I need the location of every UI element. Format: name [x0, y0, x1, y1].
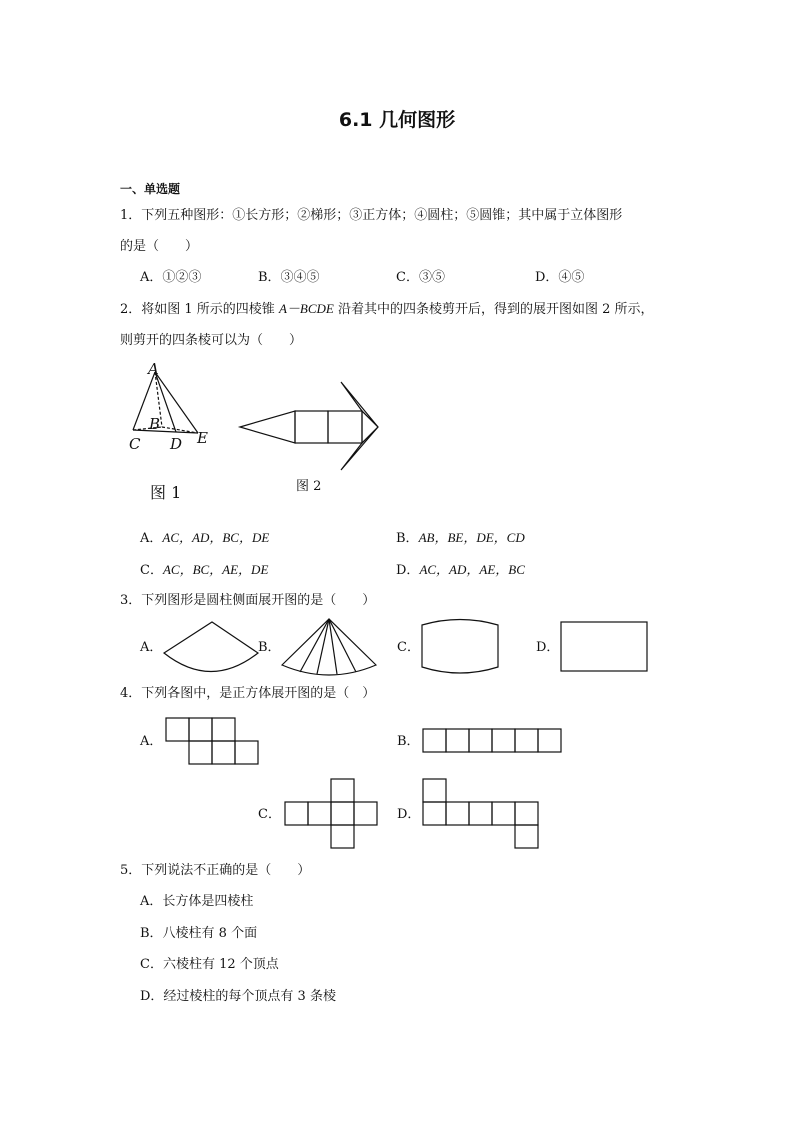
net-cell — [354, 802, 377, 825]
q2-stem-post: 沿着其中的四条棱剪开后，得到的展开图如图 2 所示， — [333, 302, 654, 317]
q4-option-a-net — [165, 717, 261, 767]
q3-option-b-letter: B． — [258, 640, 281, 655]
q4-option-c-letter: C． — [258, 807, 281, 822]
net-cell — [492, 802, 515, 825]
q5-option-a: A．长方体是四棱柱 — [140, 894, 254, 909]
net-right-triangle — [362, 411, 378, 443]
q2-figure2-net — [238, 380, 388, 475]
q1-stem-line1: 1．下列五种图形：①长方形；②梯形；③正方体；④圆柱；⑤圆锥；其中属于立体图形 — [120, 208, 623, 223]
q2-option-d-letter: D． — [396, 563, 420, 578]
q2-stem-line2: 则剪开的四条棱可以为（ ） — [120, 333, 303, 348]
q3-option-a-letter: A． — [140, 640, 163, 655]
net-left-triangle — [240, 411, 295, 443]
q2-option-c-letter: C． — [140, 563, 163, 578]
vertex-label-c: C — [129, 435, 141, 453]
figure1-caption: 图 1 — [150, 483, 182, 502]
q1-option-c: C．③⑤ — [396, 270, 445, 285]
net-cell — [446, 729, 469, 752]
q3-option-b-fan — [280, 617, 380, 675]
q5-option-c: C．六棱柱有 12 个顶点 — [140, 957, 279, 972]
net-cell — [189, 718, 212, 741]
vertex-label-a: A — [148, 360, 159, 378]
net-cell — [212, 741, 235, 764]
net-cell — [235, 741, 258, 764]
net-cell — [308, 802, 331, 825]
q2-option-b-letter: B． — [396, 531, 419, 546]
net-bottom-triangle — [341, 427, 378, 470]
net-cell — [515, 802, 538, 825]
edge-de — [176, 432, 198, 433]
q3-option-d-rectangle — [560, 621, 650, 673]
q5-option-b: B．八棱柱有 8 个面 — [140, 926, 258, 941]
section-heading: 一、单选题 — [120, 182, 181, 196]
q2-stem-line1 — [120, 300, 654, 319]
q3-option-d-letter: D． — [536, 640, 560, 655]
net-square-right — [328, 411, 362, 443]
net-cell — [538, 729, 561, 752]
vertex-label-b: B — [149, 415, 161, 433]
q4-option-b-letter: B． — [397, 734, 420, 749]
net-cell — [189, 741, 212, 764]
vertex-label-d: D — [170, 435, 183, 453]
q2-option-c — [140, 561, 268, 580]
q1-stem-line2: 的是（ ） — [120, 239, 199, 254]
q4-option-b-net — [422, 728, 564, 754]
fan-outline — [282, 619, 376, 675]
q4-option-d-net — [422, 778, 542, 850]
net-cell — [469, 729, 492, 752]
fan-line-1 — [300, 619, 329, 672]
net-square-left — [295, 411, 328, 443]
q2-option-a — [140, 529, 269, 548]
rectangle-shape — [561, 622, 647, 671]
q2-option-a-value: AC，AD，BC，DE — [162, 530, 270, 545]
net-cell — [515, 825, 538, 848]
q2-option-b-value: AB，BE，DE，CD — [418, 530, 525, 545]
q2-stem-pre: 2．将如图 1 所示的四棱锥 — [120, 302, 279, 317]
net-cell — [492, 729, 515, 752]
q4-option-a-letter: A． — [140, 734, 163, 749]
fan-line-2 — [317, 619, 329, 674]
rounded-rect-shape — [422, 620, 498, 674]
net-cell — [331, 779, 354, 802]
q2-stem-math: A－BCDE — [278, 301, 334, 316]
q2-option-c-value: AC，BC，AE，DE — [162, 562, 269, 577]
net-cell — [166, 718, 189, 741]
net-top-triangle — [341, 382, 378, 427]
q4-option-d-letter: D． — [397, 807, 421, 822]
q1-option-b: B．③④⑤ — [258, 270, 320, 285]
q4-option-c-net — [284, 778, 380, 850]
net-cell — [212, 718, 235, 741]
q5-option-d: D．经过棱柱的每个顶点有 3 条棱 — [140, 989, 336, 1004]
figure2-caption: 图 2 — [296, 479, 322, 494]
net-cell — [469, 802, 492, 825]
q3-option-a-sector — [162, 620, 262, 675]
net-cell — [423, 779, 446, 802]
q1-option-d: D．④⑤ — [535, 270, 585, 285]
page-title: 6.1 几何图形 — [338, 109, 456, 131]
net-cell — [331, 802, 354, 825]
sector-shape — [164, 622, 258, 672]
net-cell — [446, 802, 469, 825]
net-cell — [331, 825, 354, 848]
q2-option-d-value: AC，AD，AE，BC — [419, 562, 525, 577]
net-cell — [515, 729, 538, 752]
q3-option-c-letter: C． — [397, 640, 420, 655]
net-cell — [285, 802, 308, 825]
net-cell — [423, 802, 446, 825]
q1-option-a: A．①②③ — [140, 270, 202, 285]
q3-option-c-rounded-rect — [420, 617, 502, 677]
net-cell — [423, 729, 446, 752]
q2-option-b — [396, 529, 525, 548]
vertex-label-e: E — [197, 429, 208, 447]
q2-option-a-letter: A． — [140, 531, 163, 546]
q3-stem: 3．下列图形是圆柱侧面展开图的是（ ） — [120, 593, 376, 608]
q5-stem: 5．下列说法不正确的是（ ） — [120, 863, 311, 878]
q4-stem: 4．下列各图中，是正方体展开图的是（ ） — [120, 686, 376, 701]
q2-option-d — [396, 561, 525, 580]
